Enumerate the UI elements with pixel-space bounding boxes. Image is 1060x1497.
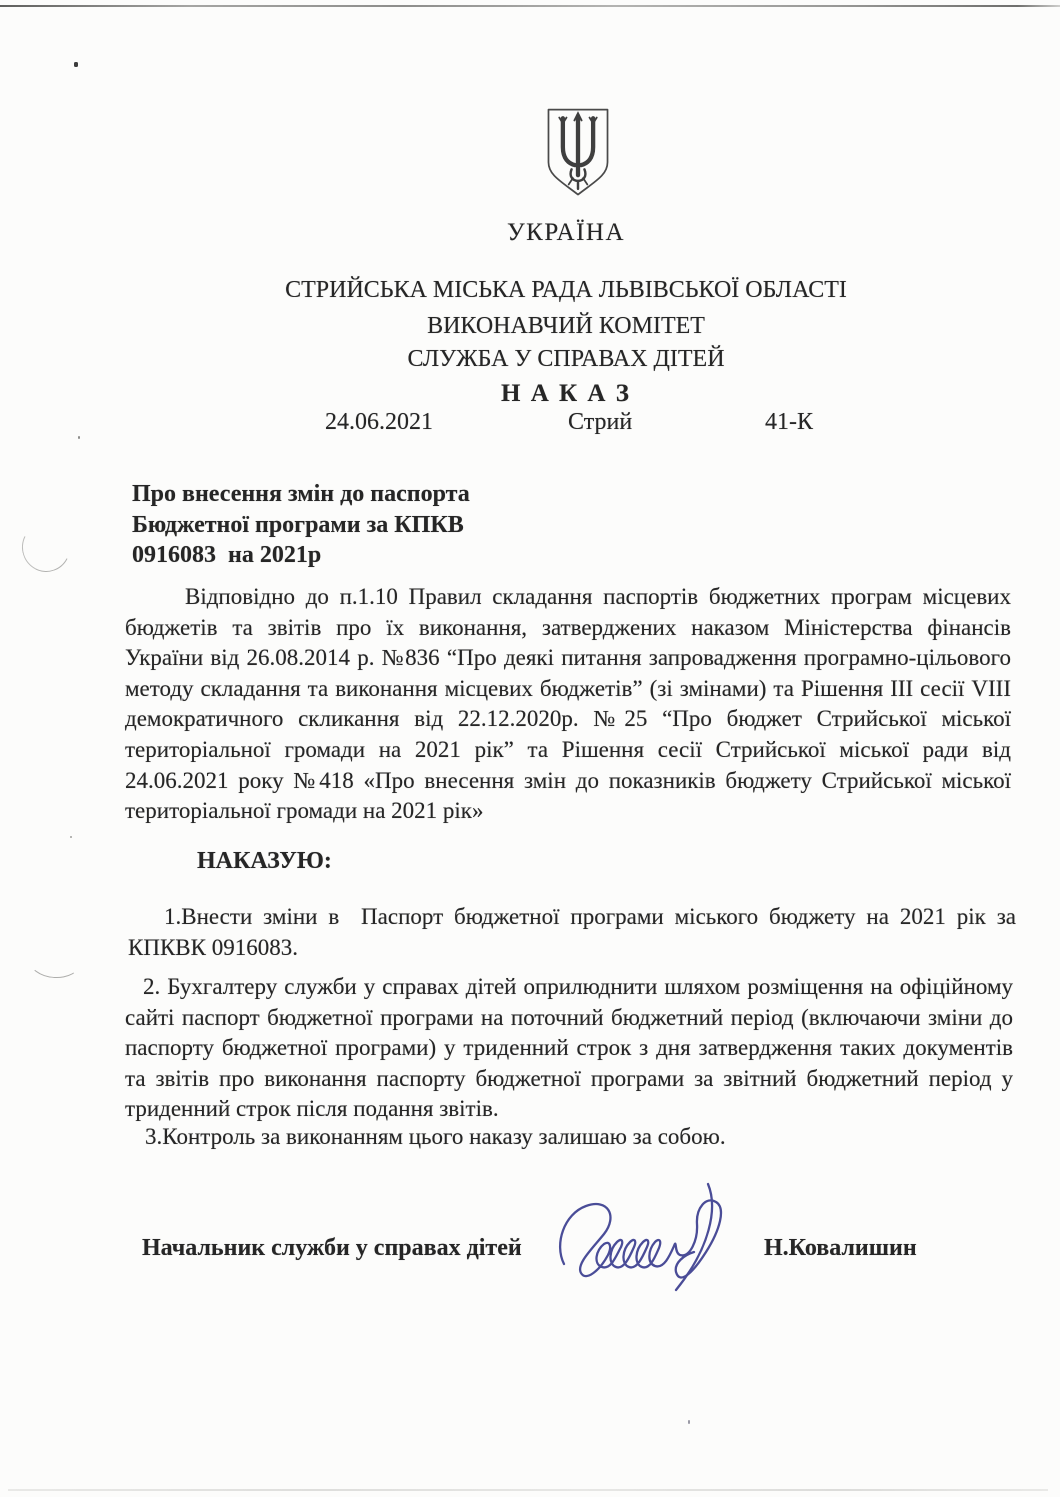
org-service-line: СЛУЖБА У СПРАВАХ ДІТЕЙ (407, 346, 725, 372)
signer-role: Начальник служби у справах дітей (142, 1235, 522, 1261)
org-name-line: СТРИЙСЬКА МІСЬКА РАДА ЛЬВІВСЬКОЇ ОБЛАСТІ (285, 277, 847, 303)
subject-line-1: Про внесення змін до паспорта (132, 481, 470, 507)
scan-speck (70, 836, 72, 838)
scan-speck (688, 1420, 690, 1424)
preamble-paragraph: Відповідно до п.1.10 Правил складання паспортів бюджетних програм місцевих бюджетів та звітів про їх виконання, затверджених наказом Міністерства фінансів України від 26.08.2014 р. №836 “Про деякі питання запровадження програмно-цільового методу складання та виконання місцевих бюджетів” (зі змінами) та Рішення ІІІ сесії VIII демократичного скликання від 22.12.2020р. №25 “Про бюджет Стрийської міської територіальної громади на 2021 рік” та Рішення сесії Стрийської міської ради від 24.06.2021 року №418 «Про внесення змін до показників бюджету Стрийської міської територіальної громади на 2021 рік» (125, 584, 1011, 824)
subject-line-3: 0916083 на 2021р (132, 542, 322, 569)
document-type-title: Н А К А З (501, 380, 631, 407)
scan-edge-line-bottom (8, 1489, 1048, 1491)
pen-arc-artifact-2 (28, 942, 82, 980)
scan-speck (78, 436, 80, 439)
pen-arc-artifact-1 (16, 517, 77, 578)
document-date: 24.06.2021 (325, 409, 433, 435)
org-committee-line: ВИКОНАВЧИЙ КОМІТЕТ (427, 313, 705, 339)
scan-edge-line-top (0, 5, 1060, 7)
subject-line-2: Бюджетної програми за КПКВ (132, 511, 464, 538)
order-item-1: 1.Внести зміни в Паспорт бюджетної програми міського бюджету на 2021 рік за КПКВК 0916083. (128, 904, 1022, 960)
order-item-2: 2. Бухгалтеру служби у справах дітей оприлюднити шляхом розміщення на офіційному сайті паспорт бюджетної програми на поточний бюджетний період (включаючи зміни до паспорту бюджетної програми) у триденний строк з дня затвердження таких документів та звітів про виконання паспорту бюджетної програми за звітний бюджетний період у триденний строк після подання звітів. (125, 974, 1013, 1122)
handwritten-signature-icon (548, 1178, 758, 1298)
scan-speck (74, 62, 78, 67)
document-number: 41-К (765, 409, 813, 435)
document-subject (132, 479, 552, 571)
country-title: УКРАЇНА (506, 219, 626, 246)
ukraine-trident-emblem-icon (542, 106, 614, 204)
document-place: Стрий (568, 409, 633, 435)
signer-name: Н.Ковалишин (764, 1235, 917, 1261)
order-item-3: 3.Контроль за виконанням цього наказу залишаю за собою. (145, 1124, 726, 1149)
order-heading: НАКАЗУЮ: (197, 848, 332, 874)
